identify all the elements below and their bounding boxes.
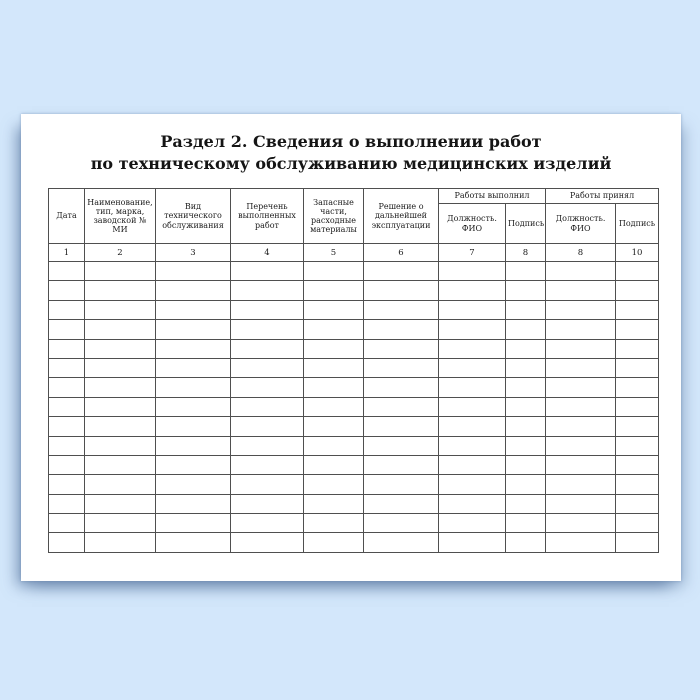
empty-cell	[304, 417, 364, 436]
table-row	[49, 378, 659, 397]
empty-cell	[364, 436, 439, 455]
empty-cell	[304, 475, 364, 494]
empty-cell	[304, 533, 364, 552]
empty-cell	[49, 281, 85, 300]
column-number: 6	[364, 244, 439, 262]
empty-cell	[364, 514, 439, 533]
empty-cell	[364, 397, 439, 416]
empty-cell	[616, 533, 659, 552]
empty-cell	[156, 320, 231, 339]
header-cell-spare-parts: Запасные части, расходные материалы	[304, 189, 364, 244]
table-row	[49, 262, 659, 281]
empty-cell	[506, 417, 546, 436]
empty-cell	[231, 514, 304, 533]
empty-cell	[156, 436, 231, 455]
empty-cell	[85, 358, 156, 377]
empty-cell	[85, 455, 156, 474]
column-number-row	[49, 244, 659, 262]
empty-cell	[506, 436, 546, 455]
empty-cell	[439, 281, 506, 300]
empty-cell	[439, 262, 506, 281]
empty-cell	[85, 281, 156, 300]
empty-cell	[304, 300, 364, 319]
header-cell-performer-name: Должность. ФИО	[439, 204, 506, 244]
empty-cell	[304, 436, 364, 455]
empty-cell	[616, 300, 659, 319]
empty-cell	[49, 436, 85, 455]
empty-cell	[616, 494, 659, 513]
empty-cell	[49, 358, 85, 377]
empty-cell	[439, 300, 506, 319]
empty-cell	[616, 358, 659, 377]
empty-cell	[231, 262, 304, 281]
empty-cell	[85, 378, 156, 397]
empty-cell	[439, 417, 506, 436]
empty-cell	[439, 455, 506, 474]
empty-cell	[546, 494, 616, 513]
empty-cell	[439, 514, 506, 533]
empty-cell	[439, 494, 506, 513]
empty-cell	[231, 300, 304, 319]
table-row	[49, 397, 659, 416]
empty-cell	[506, 378, 546, 397]
empty-cell	[439, 436, 506, 455]
table-row	[49, 514, 659, 533]
table-row	[49, 281, 659, 300]
empty-cell	[546, 436, 616, 455]
empty-cell	[156, 358, 231, 377]
empty-cell	[616, 320, 659, 339]
empty-cell	[304, 320, 364, 339]
empty-cell	[506, 339, 546, 358]
empty-cell	[85, 475, 156, 494]
empty-cell	[364, 533, 439, 552]
empty-cell	[304, 262, 364, 281]
column-number: 3	[156, 244, 231, 262]
table-row	[49, 436, 659, 455]
empty-cell	[506, 262, 546, 281]
table-row	[49, 339, 659, 358]
empty-cell	[85, 339, 156, 358]
table-header	[49, 189, 659, 262]
empty-cell	[156, 378, 231, 397]
empty-cell	[49, 378, 85, 397]
empty-cell	[85, 300, 156, 319]
empty-cell	[546, 455, 616, 474]
empty-cell	[304, 455, 364, 474]
empty-cell	[156, 475, 231, 494]
empty-cell	[156, 494, 231, 513]
empty-cell	[231, 320, 304, 339]
empty-cell	[85, 494, 156, 513]
empty-cell	[156, 533, 231, 552]
empty-cell	[616, 378, 659, 397]
header-group-performed-by: Работы выполнил	[439, 189, 546, 204]
column-number: 1	[49, 244, 85, 262]
empty-cell	[304, 397, 364, 416]
empty-cell	[546, 300, 616, 319]
empty-cell	[616, 339, 659, 358]
empty-cell	[616, 455, 659, 474]
empty-cell	[616, 436, 659, 455]
table-row	[49, 494, 659, 513]
header-cell-device-name: Наименование, тип, марка, заводской № МИ	[85, 189, 156, 244]
header-cell-performer-signature: Подпись	[506, 204, 546, 244]
empty-cell	[49, 475, 85, 494]
empty-cell	[49, 514, 85, 533]
empty-cell	[439, 378, 506, 397]
empty-cell	[506, 514, 546, 533]
header-cell-maintenance-type: Вид технического обслуживания	[156, 189, 231, 244]
empty-cell	[364, 320, 439, 339]
empty-cell	[616, 475, 659, 494]
empty-cell	[304, 339, 364, 358]
table-row	[49, 475, 659, 494]
empty-cell	[546, 378, 616, 397]
empty-cell	[231, 397, 304, 416]
empty-cell	[546, 514, 616, 533]
empty-cell	[304, 378, 364, 397]
maintenance-log-table	[48, 188, 659, 553]
column-number: 8	[506, 244, 546, 262]
table-row	[49, 320, 659, 339]
empty-cell	[231, 281, 304, 300]
empty-cell	[546, 417, 616, 436]
column-number: 5	[304, 244, 364, 262]
header-cell-decision: Решение о дальнейшей эксплуатации	[364, 189, 439, 244]
title-line-1: Раздел 2. Сведения о выполнении работ	[160, 132, 542, 151]
empty-cell	[546, 358, 616, 377]
column-number: 7	[439, 244, 506, 262]
header-cell-work-list: Перечень выполненных работ	[231, 189, 304, 244]
empty-cell	[616, 514, 659, 533]
empty-cell	[616, 262, 659, 281]
empty-cell	[231, 358, 304, 377]
table-row	[49, 533, 659, 552]
empty-cell	[231, 533, 304, 552]
empty-cell	[85, 436, 156, 455]
empty-cell	[439, 320, 506, 339]
empty-cell	[439, 475, 506, 494]
empty-cell	[304, 494, 364, 513]
empty-cell	[85, 262, 156, 281]
empty-cell	[156, 339, 231, 358]
table-row	[49, 455, 659, 474]
empty-cell	[546, 475, 616, 494]
empty-cell	[506, 300, 546, 319]
empty-cell	[304, 514, 364, 533]
empty-cell	[231, 436, 304, 455]
table-row	[49, 358, 659, 377]
empty-cell	[616, 281, 659, 300]
empty-cell	[506, 455, 546, 474]
empty-cell	[616, 417, 659, 436]
empty-cell	[156, 514, 231, 533]
empty-cell	[231, 494, 304, 513]
empty-cell	[616, 397, 659, 416]
empty-cell	[439, 339, 506, 358]
document-page	[21, 114, 681, 581]
empty-cell	[85, 514, 156, 533]
empty-cell	[49, 494, 85, 513]
empty-cell	[364, 378, 439, 397]
empty-cell	[546, 262, 616, 281]
empty-cell	[546, 281, 616, 300]
empty-cell	[506, 533, 546, 552]
empty-cell	[364, 417, 439, 436]
header-group-accepted-by: Работы принял	[546, 189, 659, 204]
empty-cell	[364, 358, 439, 377]
empty-cell	[364, 262, 439, 281]
empty-cell	[506, 358, 546, 377]
empty-cell	[49, 455, 85, 474]
empty-cell	[85, 417, 156, 436]
empty-cell	[49, 397, 85, 416]
table-row	[49, 417, 659, 436]
empty-cell	[49, 262, 85, 281]
empty-cell	[364, 475, 439, 494]
empty-cell	[546, 320, 616, 339]
empty-cell	[85, 533, 156, 552]
empty-cell	[156, 262, 231, 281]
empty-cell	[506, 320, 546, 339]
empty-cell	[304, 281, 364, 300]
empty-cell	[364, 494, 439, 513]
empty-cell	[546, 397, 616, 416]
empty-cell	[439, 397, 506, 416]
empty-cell	[439, 358, 506, 377]
empty-cell	[231, 455, 304, 474]
empty-cell	[546, 533, 616, 552]
header-cell-acceptor-signature: Подпись	[616, 204, 659, 244]
empty-cell	[85, 320, 156, 339]
empty-cell	[231, 378, 304, 397]
column-number: 10	[616, 244, 659, 262]
title-line-2: по техническому обслуживанию медицинских изделий	[90, 154, 612, 173]
empty-cell	[364, 300, 439, 319]
header-cell-acceptor-name: Должность. ФИО	[546, 204, 616, 244]
empty-cell	[156, 300, 231, 319]
empty-cell	[304, 358, 364, 377]
empty-cell	[49, 300, 85, 319]
empty-cell	[364, 455, 439, 474]
empty-cell	[49, 533, 85, 552]
empty-rows	[49, 262, 659, 553]
empty-cell	[49, 417, 85, 436]
empty-cell	[231, 475, 304, 494]
empty-cell	[156, 397, 231, 416]
header-cell-date: Дата	[49, 189, 85, 244]
empty-cell	[506, 397, 546, 416]
empty-cell	[364, 339, 439, 358]
column-number: 8	[546, 244, 616, 262]
empty-cell	[506, 494, 546, 513]
empty-cell	[156, 281, 231, 300]
empty-cell	[85, 397, 156, 416]
table-row	[49, 300, 659, 319]
empty-cell	[506, 281, 546, 300]
document-title	[21, 114, 681, 175]
empty-cell	[506, 475, 546, 494]
empty-cell	[364, 281, 439, 300]
column-number: 4	[231, 244, 304, 262]
column-number: 2	[85, 244, 156, 262]
empty-cell	[156, 417, 231, 436]
empty-cell	[231, 417, 304, 436]
empty-cell	[546, 339, 616, 358]
empty-cell	[156, 455, 231, 474]
empty-cell	[49, 320, 85, 339]
empty-cell	[49, 339, 85, 358]
empty-cell	[439, 533, 506, 552]
empty-cell	[231, 339, 304, 358]
